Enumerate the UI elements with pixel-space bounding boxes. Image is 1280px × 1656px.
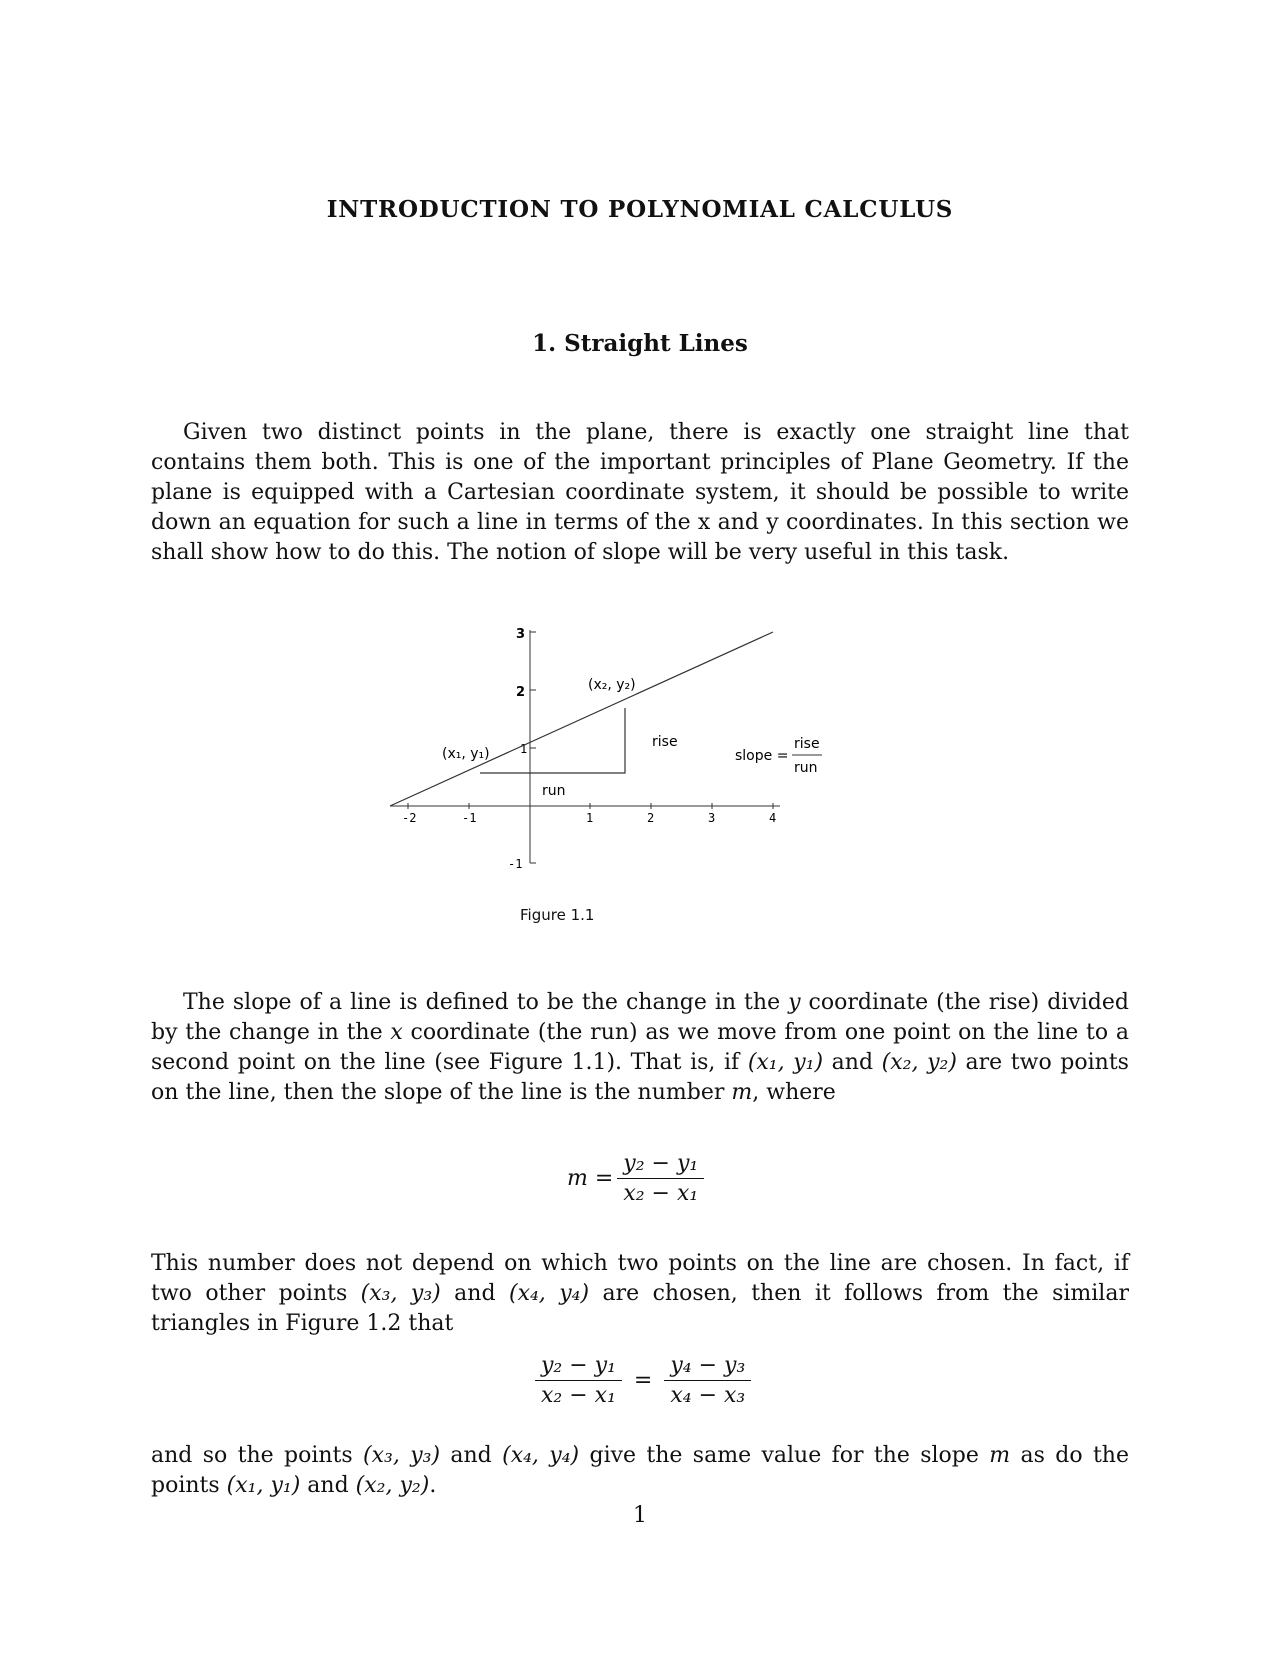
text-run: and so the points <box>151 1443 364 1468</box>
equation-similar-triangles <box>531 1353 755 1408</box>
math-var-m: m <box>731 1080 753 1105</box>
slope-triangle <box>480 708 625 773</box>
math-point-4: (x₄, y₄) <box>508 1281 590 1306</box>
text-run: are two points on the line, then the slope of the line is the number <box>151 1050 1129 1105</box>
run-label: run <box>542 783 566 799</box>
text-run: and <box>823 1050 882 1075</box>
x-tick-label: -1 <box>462 811 477 825</box>
point-2-label: (x₂, y₂) <box>588 677 636 693</box>
fraction-numerator: y₄ − y₃ <box>664 1353 751 1381</box>
math-point-4: (x₄, y₄) <box>502 1443 580 1468</box>
x-tick-label: 3 <box>708 811 716 825</box>
math-var-x: x <box>390 1020 403 1045</box>
rise-label: rise <box>652 734 678 750</box>
document-title: INTRODUCTION TO POLYNOMIAL CALCULUS <box>326 196 954 223</box>
figure-caption: Figure 1.1 <box>520 906 595 924</box>
paragraph-intro-text: Given two distinct points in the plane, there is exactly one straight line that contains them both. This is one of the important principles of Plane Geometry. If the plane is equipped with a Cartesian coordinate system, it should be possible to write down an equation for such a line in terms of the x and y coordinates. In this section we shall show how to do this. The notion of slope will be very useful in this task. <box>151 420 1129 565</box>
fraction <box>535 1353 622 1408</box>
x-tick-label: -2 <box>402 811 417 825</box>
text-run: as do the points <box>151 1443 1129 1498</box>
fraction-numerator: y₂ − y₁ <box>535 1353 622 1381</box>
equation-lhs: m = <box>567 1166 614 1191</box>
fraction <box>664 1353 751 1408</box>
math-point-1: (x₁, y₁) <box>226 1473 301 1498</box>
text-run: This number does not depend on which two points on the line are chosen. In fact, if two other points <box>151 1251 1129 1306</box>
text-run: . <box>429 1473 437 1498</box>
text-run: and <box>440 1443 503 1468</box>
slope-fraction-numerator: rise <box>794 736 820 752</box>
x-tick-label: 1 <box>586 811 594 825</box>
paragraph-conclusion <box>151 1441 1129 1501</box>
math-point-3: (x₃, y₃) <box>360 1281 441 1306</box>
text-run: coordinate (the run) as we move from one point on the line to a second point on the line (see Figure 1.1). That is, if <box>151 1020 1129 1075</box>
equation-slope <box>567 1151 708 1206</box>
page-number: 1 <box>633 1503 647 1528</box>
x-tick-label: 2 <box>647 811 655 825</box>
fraction-numerator: y₂ − y₁ <box>617 1151 704 1179</box>
math-point-3: (x₃, y₃) <box>363 1443 441 1468</box>
y-tick-label: 2 <box>516 685 526 700</box>
text-run: give the same value for the slope <box>579 1443 990 1468</box>
text-run: are chosen, then it follows from the similar triangles in Figure 1.2 that <box>151 1281 1129 1336</box>
math-point-2: (x₂, y₂) <box>355 1473 430 1498</box>
fraction-denominator: x₄ − x₃ <box>670 1383 746 1408</box>
equals-sign: = <box>633 1368 653 1393</box>
section-title: 1. Straight Lines <box>532 330 748 357</box>
y-tick-label: 1 <box>520 742 528 756</box>
text-run: coordinate (the rise) divided by the change in the <box>151 990 1129 1045</box>
point-1-label: (x₁, y₁) <box>442 746 490 762</box>
fraction-denominator: x₂ − x₁ <box>541 1383 616 1408</box>
fraction-denominator: x₂ − x₁ <box>623 1181 699 1206</box>
paragraph-independence <box>151 1249 1129 1339</box>
text-run: The slope of a line is defined to be the change in the <box>183 990 789 1015</box>
slope-fraction-denominator: run <box>794 760 818 776</box>
text-run: and <box>440 1281 509 1306</box>
x-tick-label: 4 <box>769 811 777 825</box>
fraction <box>617 1151 704 1206</box>
y-tick-label: 3 <box>516 627 526 642</box>
straight-line <box>390 632 773 806</box>
paragraph-intro <box>151 418 1129 568</box>
text-run: , where <box>752 1080 836 1105</box>
slope-label: slope = <box>735 748 789 764</box>
math-var-y: y <box>788 990 801 1015</box>
math-point-1: (x₁, y₁) <box>747 1050 824 1075</box>
math-var-m: m <box>989 1443 1011 1468</box>
text-run: and <box>300 1473 356 1498</box>
math-point-2: (x₂, y₂) <box>881 1050 957 1075</box>
paragraph-slope-definition <box>151 988 1129 1108</box>
y-tick-label: -1 <box>508 857 523 871</box>
figure-1-1 <box>380 615 840 900</box>
